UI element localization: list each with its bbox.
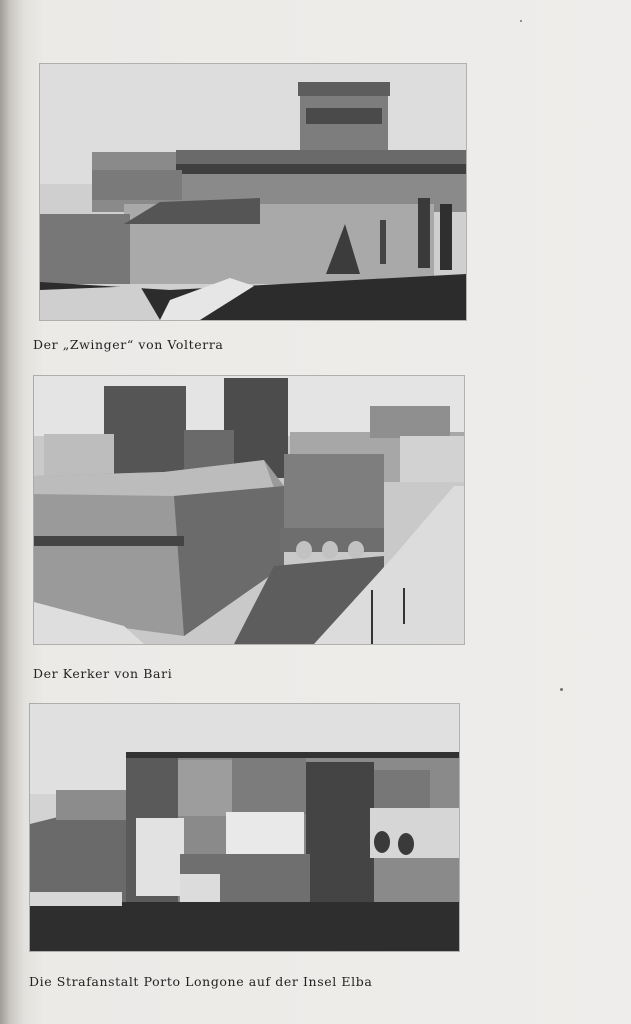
photo-zwinger-volterra [40,64,466,320]
caption-porto-longone: Die Strafanstalt Porto Longone auf der Insel Elba [29,974,373,989]
photo-kerker-bari [34,376,464,644]
paper-speck [520,20,522,22]
caption-kerker-bari: Der Kerker von Bari [33,666,173,681]
photo-porto-longone [30,704,459,951]
paper-speck [560,688,563,691]
caption-zwinger-volterra: Der „Zwinger“ von Volterra [33,337,224,352]
